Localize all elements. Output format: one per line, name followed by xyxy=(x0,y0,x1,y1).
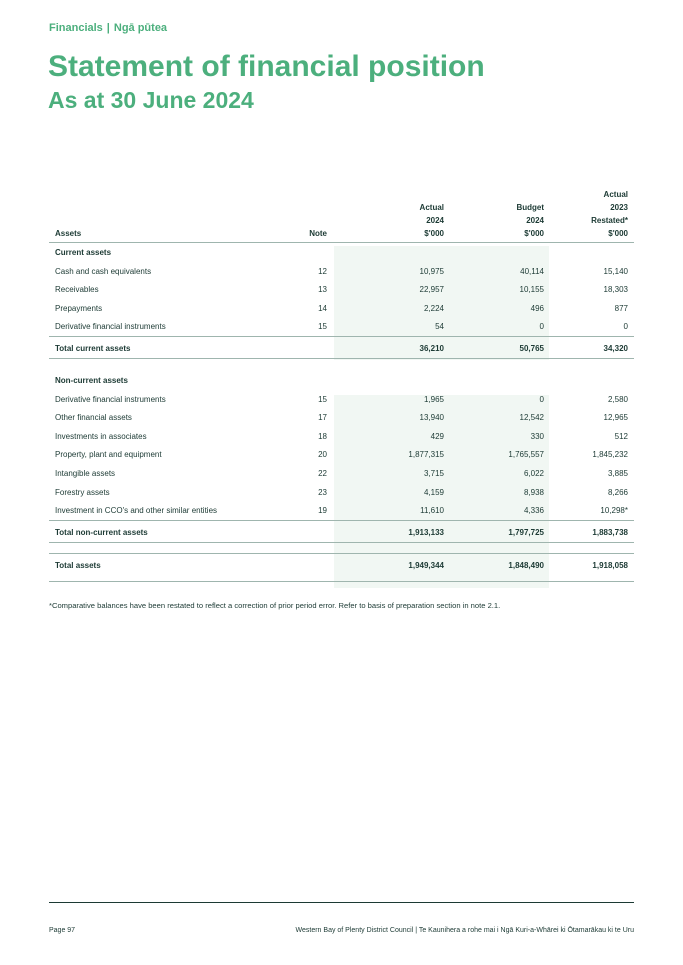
table-row xyxy=(49,501,634,520)
row-note: 19 xyxy=(318,506,327,516)
header-actual-2024 xyxy=(420,201,444,240)
table-row xyxy=(49,317,634,336)
header-budget-line1: Budget xyxy=(516,203,544,212)
table-row xyxy=(49,445,634,464)
row-prev: 15,140 xyxy=(603,266,628,276)
row-note: 15 xyxy=(318,394,327,404)
row-actual: 10,975 xyxy=(419,266,444,276)
table-header xyxy=(49,190,634,242)
section-title-current xyxy=(49,243,634,262)
row-note: 20 xyxy=(318,450,327,460)
header-actual-line2: 2024 xyxy=(426,216,444,225)
row-budget: 10,155 xyxy=(519,285,544,295)
table-row xyxy=(49,262,634,281)
row-budget: 1,848,490 xyxy=(508,560,544,570)
section-label: Non-current assets xyxy=(55,375,128,385)
total-current-row xyxy=(49,336,634,359)
financial-position-table xyxy=(49,190,634,582)
current-assets-rows xyxy=(49,262,634,336)
row-budget: 6,022 xyxy=(523,468,544,478)
footer-organisation: Western Bay of Plenty District Council | Te Kaunihera a rohe mai i Ngā Kuri-a-Whārei ki Ōtamarākau ki te Uru xyxy=(295,927,634,934)
row-actual: 11,610 xyxy=(420,506,444,516)
row-prev: 1,845,232 xyxy=(592,450,628,460)
row-prev: 512 xyxy=(614,431,628,441)
row-budget: 496 xyxy=(530,303,544,313)
row-prev: 10,298* xyxy=(600,506,628,516)
row-actual: 1,965 xyxy=(423,394,444,404)
row-prev: 1,918,058 xyxy=(592,560,628,570)
row-note: 14 xyxy=(318,303,327,313)
row-budget: 50,765 xyxy=(519,343,544,353)
footer-divider xyxy=(49,902,634,903)
row-budget: 1,765,557 xyxy=(508,450,544,460)
row-budget: 4,336 xyxy=(523,506,544,516)
row-label: Total current assets xyxy=(55,343,131,353)
header-prev-line1: Actual xyxy=(603,190,628,199)
row-note: 23 xyxy=(318,487,327,497)
row-label: Intangible assets xyxy=(55,468,116,478)
total-noncurrent-row xyxy=(49,520,634,543)
breadcrumb-section: Financials xyxy=(49,22,103,34)
row-prev: 8,266 xyxy=(607,487,628,497)
row-prev: 12,965 xyxy=(603,413,628,423)
header-prev-line4: $'000 xyxy=(608,229,628,238)
page-subtitle: As at 30 June 2024 xyxy=(48,87,254,113)
row-budget: 0 xyxy=(539,394,544,404)
header-note: Note xyxy=(309,229,327,238)
table-row xyxy=(49,427,634,446)
breadcrumb-separator: | xyxy=(106,22,110,34)
row-actual: 4,159 xyxy=(423,487,444,497)
row-prev: 2,580 xyxy=(607,394,628,404)
table-row xyxy=(49,280,634,299)
breadcrumb-section-maori: Ngā pūtea xyxy=(113,22,168,34)
header-actual-2023 xyxy=(591,188,628,240)
noncurrent-assets-rows xyxy=(49,390,634,520)
row-label: Receivables xyxy=(55,285,99,295)
row-label: Total assets xyxy=(55,560,101,570)
table-row xyxy=(49,390,634,409)
table-row xyxy=(49,408,634,427)
table-row xyxy=(49,299,634,318)
row-budget: 0 xyxy=(539,322,544,332)
row-label: Forestry assets xyxy=(55,487,110,497)
row-note: 12 xyxy=(318,266,327,276)
row-budget: 1,797,725 xyxy=(508,527,544,537)
row-label: Cash and cash equivalents xyxy=(55,266,152,276)
table-row xyxy=(49,464,634,483)
row-actual: 1,877,315 xyxy=(408,450,444,460)
row-actual: 54 xyxy=(435,322,444,332)
row-actual: 1,913,133 xyxy=(408,527,444,537)
row-note: 18 xyxy=(318,431,327,441)
row-budget: 12,542 xyxy=(519,413,544,423)
page-title: Statement of financial position xyxy=(48,50,485,83)
total-assets-row xyxy=(49,553,634,582)
row-label: Other financial assets xyxy=(55,413,132,423)
header-actual-line1: Actual xyxy=(419,203,444,212)
section-title-noncurrent xyxy=(49,371,634,390)
row-budget: 40,114 xyxy=(520,266,544,276)
row-note: 22 xyxy=(318,468,327,478)
header-budget-line3: $'000 xyxy=(524,229,544,238)
row-note: 13 xyxy=(318,285,327,295)
header-assets: Assets xyxy=(55,229,82,238)
row-prev: 3,885 xyxy=(607,468,628,478)
row-prev: 0 xyxy=(623,322,628,332)
row-label: Derivative financial instruments xyxy=(55,394,166,404)
spacer xyxy=(49,359,634,371)
row-actual: 36,210 xyxy=(419,343,444,353)
header-actual-line3: $'000 xyxy=(424,229,444,238)
header-budget-2024 xyxy=(516,201,544,240)
header-prev-line2: 2023 xyxy=(610,203,628,212)
row-actual: 2,224 xyxy=(423,303,444,313)
row-prev: 18,303 xyxy=(603,285,628,295)
row-actual: 3,715 xyxy=(423,468,444,478)
footnote: *Comparative balances have been restated to reflect a correction of prior period error. Refer to basis of preparation section in note 2.1. xyxy=(49,601,501,610)
row-label: Property, plant and equipment xyxy=(55,450,162,460)
row-budget: 330 xyxy=(530,431,544,441)
breadcrumb xyxy=(49,22,167,34)
row-label: Investments in associates xyxy=(55,431,147,441)
row-actual: 13,940 xyxy=(419,413,444,423)
row-budget: 8,938 xyxy=(523,487,544,497)
row-actual: 22,957 xyxy=(419,285,444,295)
header-prev-line3: Restated* xyxy=(591,216,628,225)
row-prev: 1,883,738 xyxy=(592,527,628,537)
page-number: Page 97 xyxy=(49,927,76,934)
row-prev: 34,320 xyxy=(603,343,628,353)
row-label: Prepayments xyxy=(55,303,103,313)
row-note: 15 xyxy=(318,322,327,332)
row-prev: 877 xyxy=(614,303,628,313)
row-actual: 429 xyxy=(430,431,444,441)
table-row xyxy=(49,483,634,502)
header-budget-line2: 2024 xyxy=(526,216,544,225)
row-label: Derivative financial instruments xyxy=(55,322,166,332)
row-note: 17 xyxy=(318,413,327,423)
section-label: Current assets xyxy=(55,248,112,257)
row-label: Investment in CCO's and other similar entities xyxy=(55,506,218,516)
row-actual: 1,949,344 xyxy=(408,560,444,570)
row-label: Total non-current assets xyxy=(55,527,148,537)
